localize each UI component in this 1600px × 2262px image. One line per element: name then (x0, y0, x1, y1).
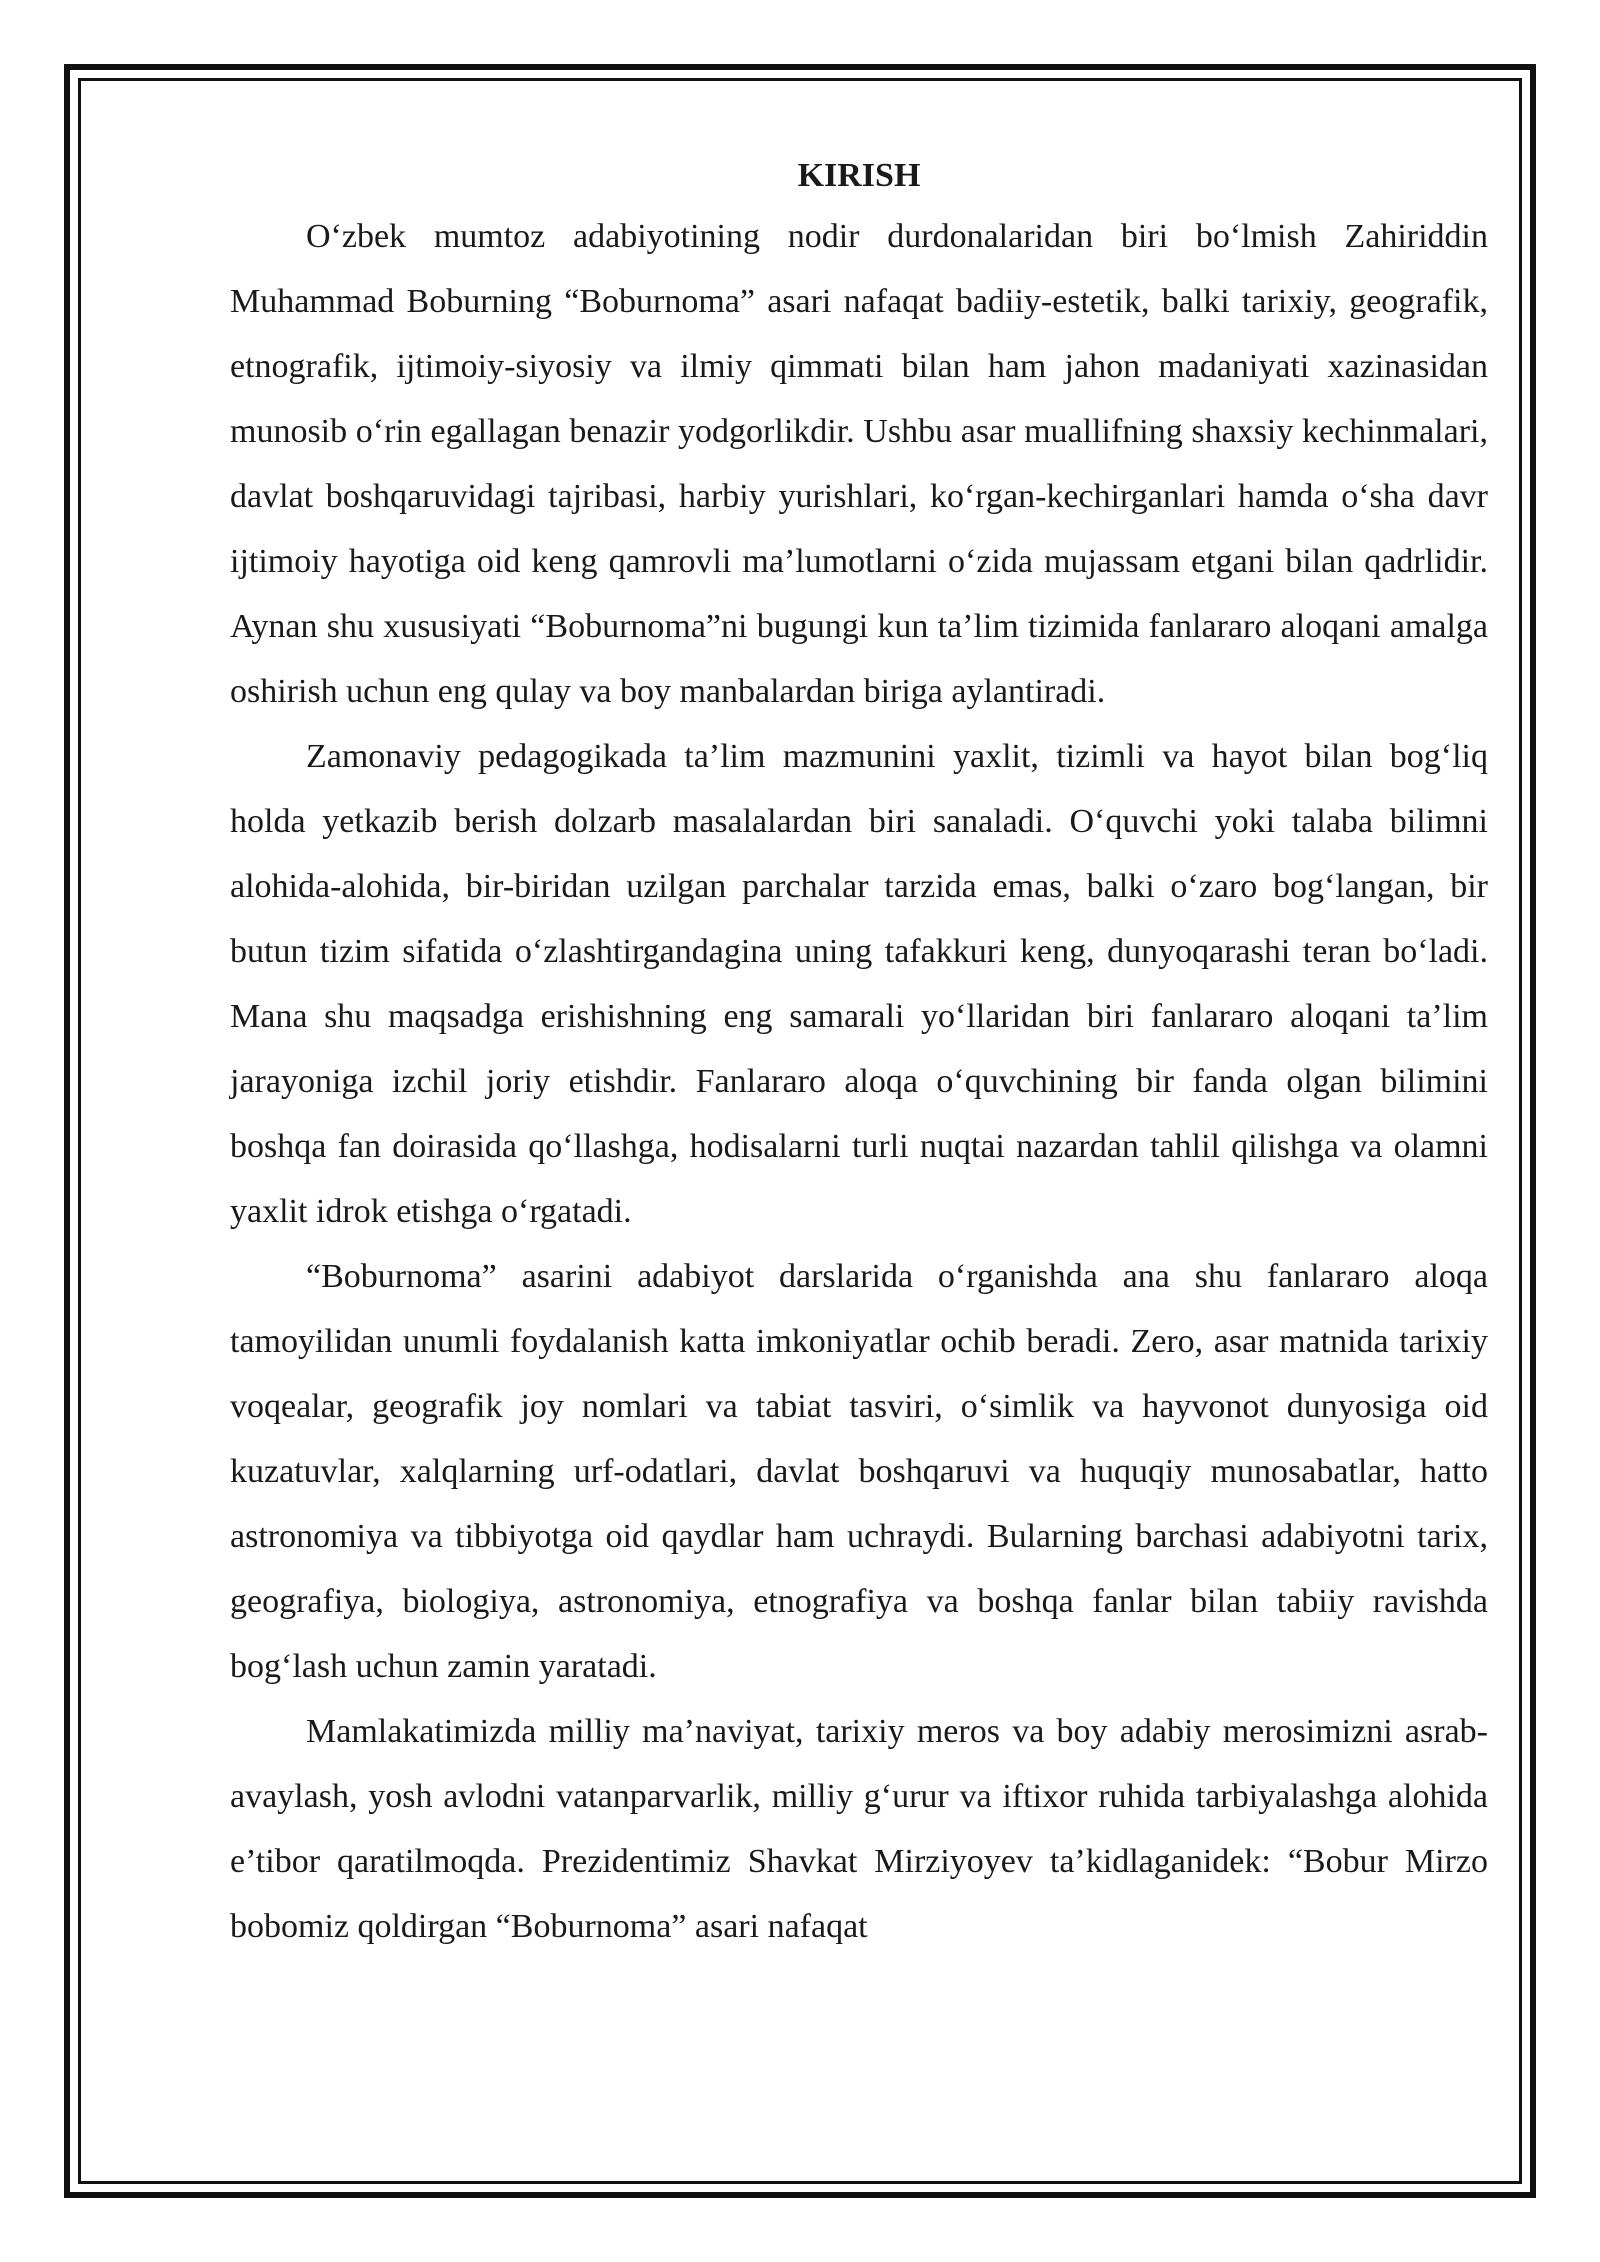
section-title: KIRISH (797, 157, 921, 194)
paragraph-1: O‘zbek mumtoz adabiyotining nodir durdonalaridan biri bo‘lmish Zahiriddin Muhammad Boburning “Boburnoma” asari nafaqat badiiy-estetik, balki tarixiy, geografik, etnografik, ijtimoiy-siyosiy va ilmiy qimmati bilan ham jahon madaniyati xazinasidan munosib o‘rin egallagan benazir yodgorlikdir. Ushbu asar muallifning shaxsiy kechinmalari, davlat boshqaruvidagi tajribasi, harbiy yurishlari, ko‘rgan-kechirganlari hamda o‘sha davr ijtimoiy hayotiga oid keng qamrovli ma’lumotlarni o‘zida mujassam etgani bilan qadrlidir. Aynan shu xususiyati “Boburnoma”ni bugungi kun ta’lim tizimida fanlararo aloqani amalga oshirish uchun eng qulay va boy manbalardan biriga aylantiradi. (230, 218, 1488, 710)
paragraph-2: Zamonaviy pedagogikada ta’lim mazmunini yaxlit, tizimli va hayot bilan bog‘liq holda yetkazib berish dolzarb masalalardan biri sanaladi. O‘quvchi yoki talaba bilimni alohida-alohida, bir-biridan uzilgan parchalar tarzida emas, balki o‘zaro bog‘langan, bir butun tizim sifatida o‘zlashtirgandagina uning tafakkuri keng, dunyoqarashi teran bo‘ladi. Mana shu maqsadga erishishning eng samarali yo‘llaridan biri fanlararo aloqani ta’lim jarayoniga izchil joriy etishdir. Fanlararo aloqa o‘quvchining bir fanda olgan bilimini boshqa fan doirasida qo‘llashga, hodisalarni turli nuqtai nazardan tahlil qilishga va olamni yaxlit idrok etishga o‘rgatadi. (230, 738, 1488, 1230)
paragraph-4: Mamlakatimizda milliy ma’naviyat, tarixiy meros va boy adabiy merosimizni asrab-avaylash, yosh avlodni vatanparvarlik, milliy g‘urur va iftixor ruhida tarbiyalashga alohida e’tibor qaratilmoqda. Prezidentimiz Shavkat Mirziyoyev ta’kidlaganidek: “Bobur Mirzo bobomiz qoldirgan “Boburnoma” asari nafaqat (230, 1713, 1488, 1945)
document-body (230, 148, 1488, 1959)
paragraph-3: “Boburnoma” asarini adabiyot darslarida o‘rganishda ana shu fanlararo aloqa tamoyilidan unumli foydalanish katta imkoniyatlar ochib beradi. Zero, asar matnida tarixiy voqealar, geografik joy nomlari va tabiat tasviri, o‘simlik va hayvonot dunyosiga oid kuzatuvlar, xalqlarning urf-odatlari, davlat boshqaruvi va huquqiy munosabatlar, hatto astronomiya va tibbiyotga oid qaydlar ham uchraydi. Bularning barchasi adabiyotni tarix, geografiya, biologiya, astronomiya, etnografiya va boshqa fanlar bilan tabiiy ravishda bog‘lash uchun zamin yaratadi. (230, 1258, 1488, 1685)
